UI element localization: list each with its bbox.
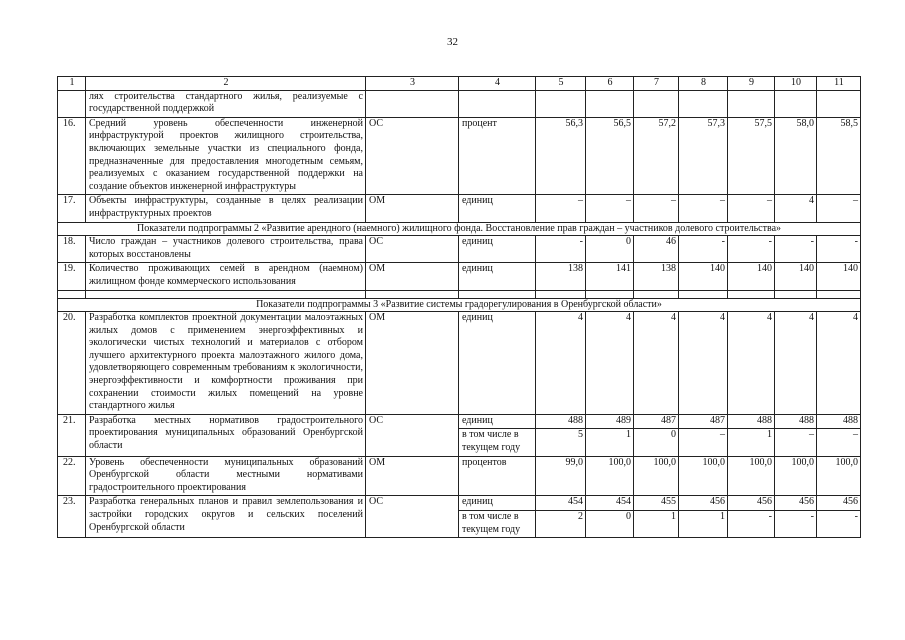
- value-cell: 140: [728, 263, 775, 290]
- unit: единиц: [459, 496, 536, 511]
- col-header: 6: [586, 77, 634, 91]
- value-cell: 456: [775, 496, 817, 511]
- value-cell: –: [817, 195, 861, 222]
- value-cell: 100,0: [817, 456, 861, 496]
- value-cell: 454: [536, 496, 586, 511]
- indicator-type: ОМ: [366, 195, 459, 222]
- indicator-type: ОМ: [366, 312, 459, 415]
- value-cell: –: [679, 429, 728, 456]
- col-header: 7: [634, 77, 679, 91]
- value-cell: –: [775, 429, 817, 456]
- indicator-type: ОМ: [366, 263, 459, 290]
- section-heading: Показатели подпрограммы 2 «Развитие арендного (наемного) жилищного фонда. Восстановление прав граждан – участников долевого строительства»: [58, 222, 861, 236]
- value-cell: -: [775, 511, 817, 538]
- value-cell: 56,5: [586, 117, 634, 195]
- value-cell: 57,2: [634, 117, 679, 195]
- table-row: [58, 117, 861, 195]
- col-header: 1: [58, 77, 86, 91]
- unit: единиц: [459, 195, 536, 222]
- value-cell: 4: [775, 312, 817, 415]
- section-heading: Показатели подпрограммы 3 «Развитие системы градорегулирования в Оренбургской области»: [58, 298, 861, 312]
- value-cell: 456: [728, 496, 775, 511]
- value-cell: -: [775, 236, 817, 263]
- value-cell: 4: [728, 312, 775, 415]
- unit: процентов: [459, 456, 536, 496]
- col-header: 4: [459, 77, 536, 91]
- indicator-name: лях строительства стандартного жилья, реализуемые с государственной поддержкой: [86, 90, 366, 117]
- value-cell: –: [817, 429, 861, 456]
- indicator-name: Разработка местных нормативов градостроительного проектирования муниципальных образований Оренбургской области: [86, 414, 366, 456]
- table-row: [58, 263, 861, 290]
- table-row: [58, 90, 861, 117]
- table-row: [58, 414, 861, 429]
- value-cell: 4: [679, 312, 728, 415]
- value-cell: 456: [679, 496, 728, 511]
- col-header: 2: [86, 77, 366, 91]
- table-row: [58, 195, 861, 222]
- value-cell: –: [634, 195, 679, 222]
- unit: единиц: [459, 263, 536, 290]
- value-cell: 138: [536, 263, 586, 290]
- value-cell: 2: [536, 511, 586, 538]
- value-cell: 56,3: [536, 117, 586, 195]
- value-cell: 0: [634, 429, 679, 456]
- page-number: 32: [447, 36, 458, 48]
- value-cell: 46: [634, 236, 679, 263]
- value-cell: 456: [817, 496, 861, 511]
- value-cell: 57,5: [728, 117, 775, 195]
- indicator-type: ОС: [366, 414, 459, 456]
- section-row: [58, 298, 861, 312]
- value-cell: 454: [586, 496, 634, 511]
- unit: в том числе в текущем году: [459, 511, 536, 538]
- value-cell: 0: [586, 511, 634, 538]
- row-number: 20.: [58, 312, 86, 415]
- value-cell: 4: [775, 195, 817, 222]
- value-cell: 1: [679, 511, 728, 538]
- value-cell: 5: [536, 429, 586, 456]
- value-cell: 488: [817, 414, 861, 429]
- value-cell: 100,0: [775, 456, 817, 496]
- value-cell: 488: [775, 414, 817, 429]
- value-cell: 488: [536, 414, 586, 429]
- col-header: 10: [775, 77, 817, 91]
- value-cell: 138: [634, 263, 679, 290]
- table-row: [58, 236, 861, 263]
- indicator-type: ОС: [366, 496, 459, 538]
- value-cell: 140: [817, 263, 861, 290]
- value-cell: 100,0: [679, 456, 728, 496]
- indicator-name: Разработка комплектов проектной документации малоэтажных жилых домов с применением энергоэффективных и экологически чистых технологий и материалов с отбором лучшего архитектурного проекта малоэтажного жилого дома, удовлетворяющего современным требованиям к экологичности, энергоэффективности и комфортности проживания при сохранении стоимости жилых помещений на уровне стандартного жилья: [86, 312, 366, 415]
- value-cell: 140: [775, 263, 817, 290]
- value-cell: -: [817, 236, 861, 263]
- unit: процент: [459, 117, 536, 195]
- row-number: 16.: [58, 117, 86, 195]
- indicator-name: Разработка генеральных планов и правил землепользования и застройки городских округов и сельских поселений Оренбургской области: [86, 496, 366, 538]
- value-cell: 1: [728, 429, 775, 456]
- indicator-type: ОМ: [366, 456, 459, 496]
- value-cell: 58,0: [775, 117, 817, 195]
- indicator-name: Объекты инфраструктуры, созданные в целях реализации инфраструктурных проектов: [86, 195, 366, 222]
- table-row: [58, 496, 861, 511]
- value-cell: 57,3: [679, 117, 728, 195]
- value-cell: 489: [586, 414, 634, 429]
- table-row: [58, 456, 861, 496]
- indicator-name: Количество проживающих семей в арендном (наемном) жилищном фонде коммерческого использования: [86, 263, 366, 290]
- value-cell: –: [679, 195, 728, 222]
- row-number: 23.: [58, 496, 86, 538]
- value-cell: 455: [634, 496, 679, 511]
- row-number: [58, 90, 86, 117]
- value-cell: 141: [586, 263, 634, 290]
- value-cell: 488: [728, 414, 775, 429]
- value-cell: 4: [634, 312, 679, 415]
- value-cell: 100,0: [728, 456, 775, 496]
- header-row: [58, 77, 861, 91]
- unit: единиц: [459, 312, 536, 415]
- value-cell: 0: [586, 236, 634, 263]
- col-header: 11: [817, 77, 861, 91]
- col-header: 5: [536, 77, 586, 91]
- value-cell: 1: [634, 511, 679, 538]
- indicator-name: Уровень обеспеченности муниципальных образований Оренбургской области местными нормативами градостроительного проектирования: [86, 456, 366, 496]
- indicators-table: [57, 76, 861, 538]
- indicator-type: ОС: [366, 117, 459, 195]
- value-cell: 100,0: [634, 456, 679, 496]
- col-header: 3: [366, 77, 459, 91]
- value-cell: -: [536, 236, 586, 263]
- row-number: 17.: [58, 195, 86, 222]
- value-cell: -: [817, 511, 861, 538]
- col-header: 9: [728, 77, 775, 91]
- row-number: 21.: [58, 414, 86, 456]
- indicator-type: ОС: [366, 236, 459, 263]
- table-row: [58, 312, 861, 415]
- unit: единиц: [459, 414, 536, 429]
- value-cell: -: [728, 236, 775, 263]
- col-header: 8: [679, 77, 728, 91]
- unit: в том числе в текущем году: [459, 429, 536, 456]
- indicator-name: Средний уровень обеспеченности инженерной инфраструктурой проектов жилищного строительства, включающих земельные участки из специального фонда, предназначенные для предоставления многодетным семьям, реализуемых с оказанием государственной поддержки на создание объектов инженерной инфраструктуры: [86, 117, 366, 195]
- value-cell: 1: [586, 429, 634, 456]
- value-cell: -: [679, 236, 728, 263]
- value-cell: 4: [586, 312, 634, 415]
- value-cell: 4: [536, 312, 586, 415]
- value-cell: 487: [634, 414, 679, 429]
- value-cell: 140: [679, 263, 728, 290]
- value-cell: 99,0: [536, 456, 586, 496]
- value-cell: 4: [817, 312, 861, 415]
- row-number: 18.: [58, 236, 86, 263]
- value-cell: 100,0: [586, 456, 634, 496]
- value-cell: –: [536, 195, 586, 222]
- row-number: 22.: [58, 456, 86, 496]
- value-cell: -: [728, 511, 775, 538]
- indicator-name: Число граждан – участников долевого строительства, права которых восстановлены: [86, 236, 366, 263]
- value-cell: 487: [679, 414, 728, 429]
- unit: единиц: [459, 236, 536, 263]
- section-row: [58, 222, 861, 236]
- value-cell: –: [728, 195, 775, 222]
- row-number: 19.: [58, 263, 86, 290]
- value-cell: 58,5: [817, 117, 861, 195]
- value-cell: –: [586, 195, 634, 222]
- spacer-row: [58, 290, 861, 298]
